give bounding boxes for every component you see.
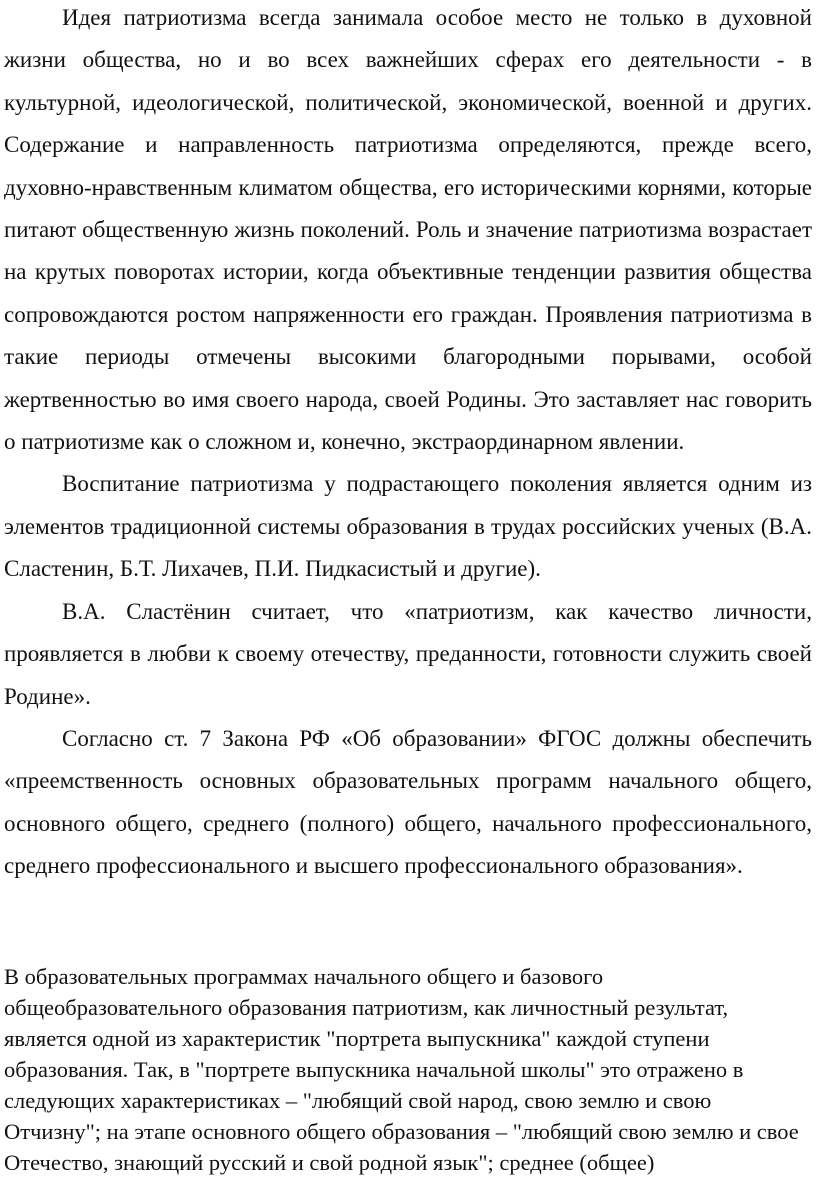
graduate-portrait-section: [4, 961, 812, 1178]
paragraph-education-law: Согласно ст. 7 Закона РФ «Об образовании» ФГОС должны обеспечить «преемственность основных образовательных программ начального общего, основного общего, среднего (полного) общего, начального профессионального, среднего профессионального и высшего профессионального образования».: [4, 725, 812, 879]
paragraph-slastenin-quote: В.А. Сластёнин считает, что «патриотизм, как качество личности, проявляется в любви к своему отечеству, преданности, готовности служить своей Родине».: [4, 598, 812, 709]
paragraph-graduate-portrait: В образовательных программах начального общего и базового общеобразовательного образования патриотизм, как личностный результат, является одной из характеристик "портрета выпускника" каждой ступени образования. Так, в "портрете выпускника начальной школы" это отражено в следующих характеристиках – "любящий свой народ, свою землю и свою Отчизну"; на этапе основного общего образования – "любящий свою землю и свое Отечество, знающий русский и свой родной язык"; среднее (общее): [4, 964, 799, 1175]
paragraph-patriotism-idea: Идея патриотизма всегда занимала особое место не только в духовной жизни общества, но и во всех важнейших сферах его деятельности - в культурной, идеологической, политической, экономической, военной и других. Содержание и направленность патриотизма определяются, прежде всего, духовно-нравственным климатом общества, его историческими корнями, которые питают общественную жизнь поколений. Роль и значение патриотизма возрастает на крутых поворотах истории, когда объективные тенденции развития общества сопровождаются ростом напряженности его граждан. Проявления патриотизма в такие периоды отмечены высокими благородными порывами, особой жертвенностью во имя своего народа, своей Родины. Это заставляет нас говорить о патриотизме как о сложном и, конечно, экстраординарном явлении.: [4, 5, 812, 455]
paragraph-patriotism-education: Воспитание патриотизма у подрастающего поколения является одним из элементов традиционной системы образования в трудах российских ученых (В.А. Сластенин, Б.Т. Лихачев, П.И. Пидкасистый и другие).: [4, 471, 812, 582]
main-text-section: [4, 0, 812, 888]
